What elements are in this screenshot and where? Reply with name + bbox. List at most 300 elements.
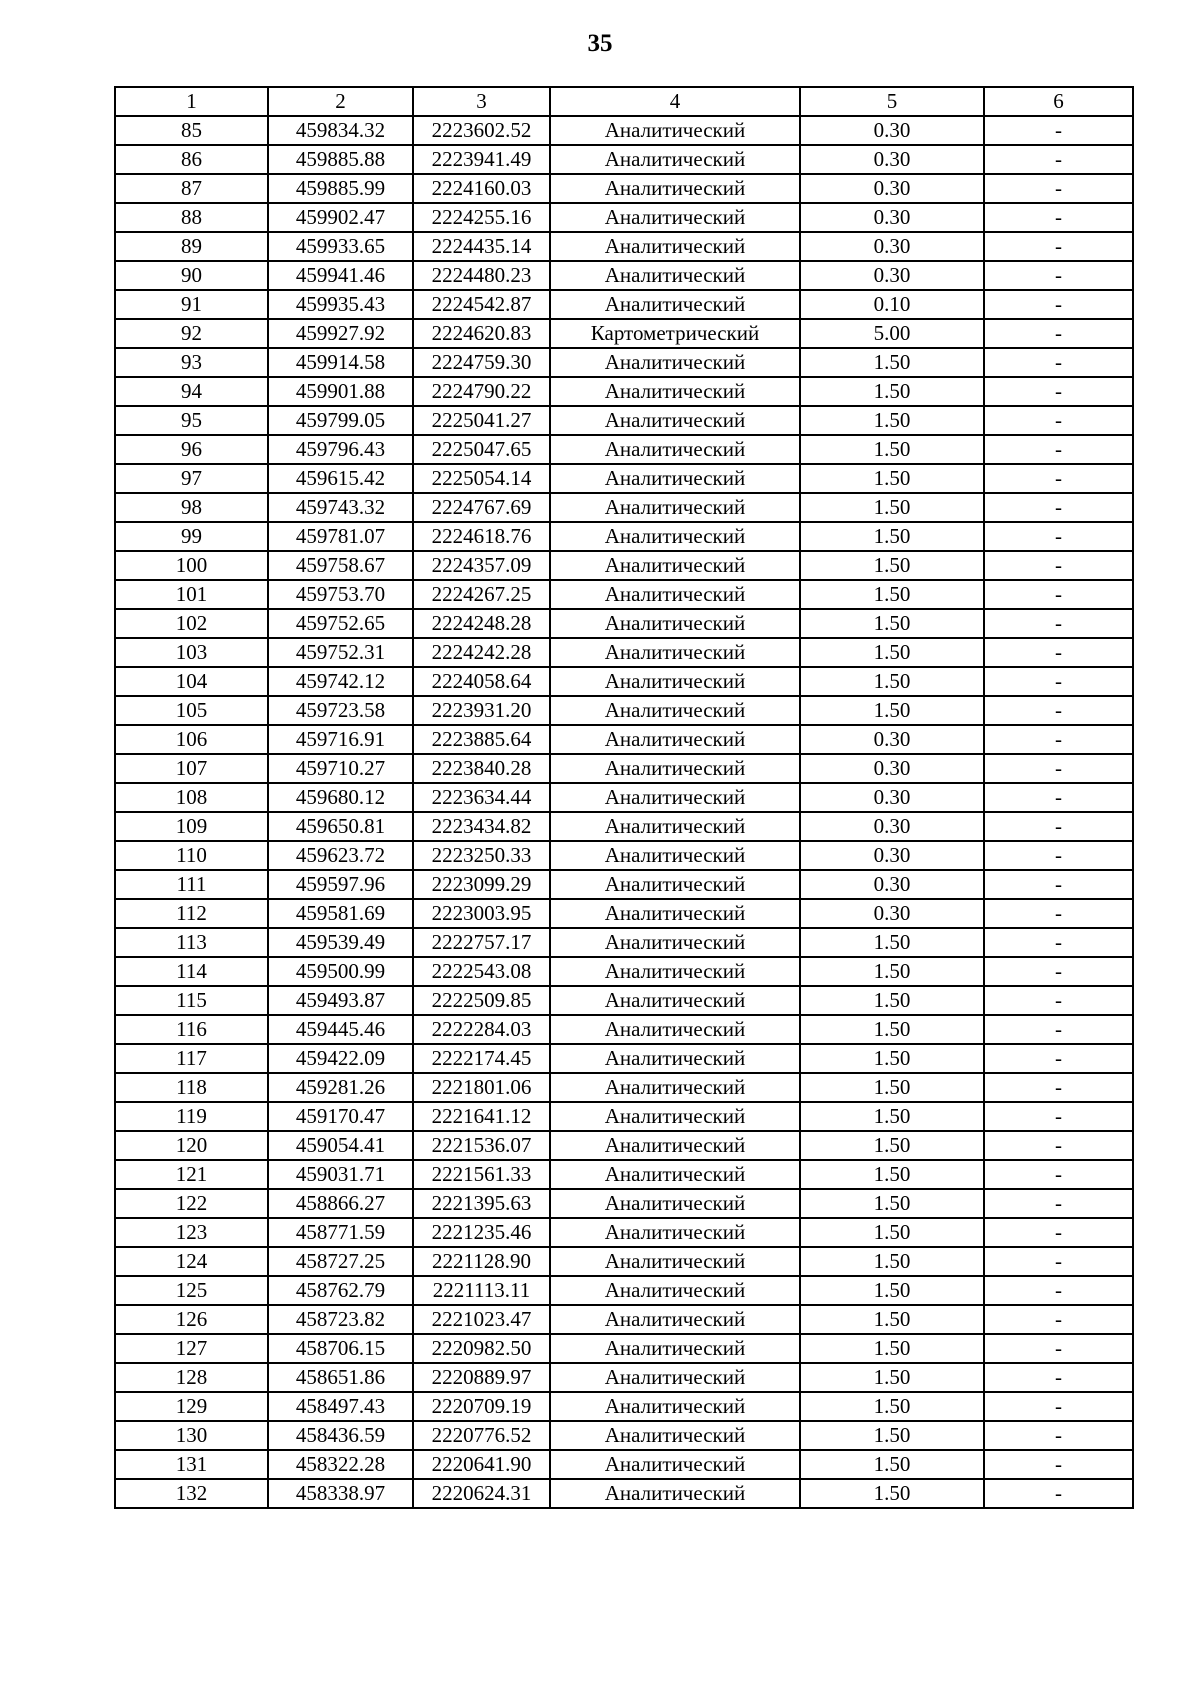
x-coordinate-cell: 459885.88 <box>268 145 413 174</box>
accuracy-cell: 0.30 <box>800 145 984 174</box>
accuracy-cell: 0.30 <box>800 899 984 928</box>
accuracy-cell: 1.50 <box>800 1392 984 1421</box>
x-coordinate-cell: 458727.25 <box>268 1247 413 1276</box>
y-coordinate-cell: 2222757.17 <box>413 928 550 957</box>
point-number-cell: 132 <box>115 1479 268 1508</box>
note-cell: - <box>984 493 1133 522</box>
x-coordinate-cell: 459781.07 <box>268 522 413 551</box>
note-cell: - <box>984 580 1133 609</box>
point-number-cell: 92 <box>115 319 268 348</box>
method-cell: Аналитический <box>550 1189 800 1218</box>
method-cell: Аналитический <box>550 928 800 957</box>
method-cell: Аналитический <box>550 522 800 551</box>
table-row <box>115 841 1133 870</box>
table-row <box>115 319 1133 348</box>
point-number-cell: 90 <box>115 261 268 290</box>
y-coordinate-cell: 2224248.28 <box>413 609 550 638</box>
point-number-cell: 121 <box>115 1160 268 1189</box>
y-coordinate-cell: 2220624.31 <box>413 1479 550 1508</box>
note-cell: - <box>984 1479 1133 1508</box>
note-cell: - <box>984 116 1133 145</box>
y-coordinate-cell: 2220641.90 <box>413 1450 550 1479</box>
accuracy-cell: 1.50 <box>800 1015 984 1044</box>
point-number-cell: 110 <box>115 841 268 870</box>
point-number-cell: 105 <box>115 696 268 725</box>
method-cell: Аналитический <box>550 1073 800 1102</box>
x-coordinate-cell: 459834.32 <box>268 116 413 145</box>
point-number-cell: 125 <box>115 1276 268 1305</box>
x-coordinate-cell: 459935.43 <box>268 290 413 319</box>
table-row <box>115 290 1133 319</box>
y-coordinate-cell: 2224058.64 <box>413 667 550 696</box>
method-cell: Аналитический <box>550 348 800 377</box>
method-cell: Аналитический <box>550 261 800 290</box>
accuracy-cell: 0.30 <box>800 261 984 290</box>
table-row <box>115 348 1133 377</box>
table-row <box>115 1189 1133 1218</box>
note-cell: - <box>984 870 1133 899</box>
y-coordinate-cell: 2220889.97 <box>413 1363 550 1392</box>
method-cell: Аналитический <box>550 638 800 667</box>
table-row <box>115 1102 1133 1131</box>
x-coordinate-cell: 458762.79 <box>268 1276 413 1305</box>
accuracy-cell: 1.50 <box>800 435 984 464</box>
table-row <box>115 1334 1133 1363</box>
header-cell: 2 <box>268 87 413 116</box>
y-coordinate-cell: 2224620.83 <box>413 319 550 348</box>
accuracy-cell: 1.50 <box>800 1334 984 1363</box>
table-row <box>115 1015 1133 1044</box>
accuracy-cell: 1.50 <box>800 1479 984 1508</box>
table-row <box>115 1073 1133 1102</box>
header-cell: 6 <box>984 87 1133 116</box>
x-coordinate-cell: 459901.88 <box>268 377 413 406</box>
method-cell: Аналитический <box>550 1363 800 1392</box>
note-cell: - <box>984 1392 1133 1421</box>
accuracy-cell: 0.30 <box>800 870 984 899</box>
method-cell: Аналитический <box>550 783 800 812</box>
note-cell: - <box>984 1073 1133 1102</box>
point-number-cell: 112 <box>115 899 268 928</box>
point-number-cell: 114 <box>115 957 268 986</box>
point-number-cell: 107 <box>115 754 268 783</box>
point-number-cell: 126 <box>115 1305 268 1334</box>
table-row <box>115 261 1133 290</box>
accuracy-cell: 1.50 <box>800 464 984 493</box>
point-number-cell: 130 <box>115 1421 268 1450</box>
table-row <box>115 116 1133 145</box>
method-cell: Аналитический <box>550 667 800 696</box>
coordinates-table <box>114 86 1134 1509</box>
note-cell: - <box>984 609 1133 638</box>
method-cell: Аналитический <box>550 1305 800 1334</box>
table-row <box>115 1450 1133 1479</box>
y-coordinate-cell: 2224542.87 <box>413 290 550 319</box>
note-cell: - <box>984 290 1133 319</box>
point-number-cell: 102 <box>115 609 268 638</box>
method-cell: Аналитический <box>550 725 800 754</box>
x-coordinate-cell: 459031.71 <box>268 1160 413 1189</box>
note-cell: - <box>984 406 1133 435</box>
method-cell: Аналитический <box>550 1218 800 1247</box>
point-number-cell: 104 <box>115 667 268 696</box>
method-cell: Аналитический <box>550 1421 800 1450</box>
table-row <box>115 986 1133 1015</box>
table-row <box>115 638 1133 667</box>
point-number-cell: 85 <box>115 116 268 145</box>
x-coordinate-cell: 459710.27 <box>268 754 413 783</box>
point-number-cell: 86 <box>115 145 268 174</box>
note-cell: - <box>984 1421 1133 1450</box>
x-coordinate-cell: 459752.65 <box>268 609 413 638</box>
x-coordinate-cell: 459799.05 <box>268 406 413 435</box>
point-number-cell: 97 <box>115 464 268 493</box>
x-coordinate-cell: 459758.67 <box>268 551 413 580</box>
accuracy-cell: 0.30 <box>800 754 984 783</box>
accuracy-cell: 0.30 <box>800 116 984 145</box>
table-row <box>115 551 1133 580</box>
y-coordinate-cell: 2221536.07 <box>413 1131 550 1160</box>
x-coordinate-cell: 458497.43 <box>268 1392 413 1421</box>
x-coordinate-cell: 459933.65 <box>268 232 413 261</box>
table-row <box>115 928 1133 957</box>
method-cell: Аналитический <box>550 1102 800 1131</box>
accuracy-cell: 0.30 <box>800 841 984 870</box>
method-cell: Аналитический <box>550 116 800 145</box>
method-cell: Аналитический <box>550 1450 800 1479</box>
y-coordinate-cell: 2225041.27 <box>413 406 550 435</box>
y-coordinate-cell: 2223634.44 <box>413 783 550 812</box>
method-cell: Аналитический <box>550 1334 800 1363</box>
table-row <box>115 1160 1133 1189</box>
point-number-cell: 103 <box>115 638 268 667</box>
x-coordinate-cell: 458338.97 <box>268 1479 413 1508</box>
accuracy-cell: 0.30 <box>800 174 984 203</box>
x-coordinate-cell: 459716.91 <box>268 725 413 754</box>
method-cell: Аналитический <box>550 1392 800 1421</box>
point-number-cell: 131 <box>115 1450 268 1479</box>
table-row <box>115 406 1133 435</box>
y-coordinate-cell: 2221395.63 <box>413 1189 550 1218</box>
method-cell: Аналитический <box>550 377 800 406</box>
x-coordinate-cell: 459422.09 <box>268 1044 413 1073</box>
y-coordinate-cell: 2221113.11 <box>413 1276 550 1305</box>
note-cell: - <box>984 464 1133 493</box>
method-cell: Аналитический <box>550 609 800 638</box>
table-row <box>115 609 1133 638</box>
y-coordinate-cell: 2222284.03 <box>413 1015 550 1044</box>
header-cell: 5 <box>800 87 984 116</box>
note-cell: - <box>984 348 1133 377</box>
table-row <box>115 1363 1133 1392</box>
point-number-cell: 111 <box>115 870 268 899</box>
y-coordinate-cell: 2225047.65 <box>413 435 550 464</box>
point-number-cell: 93 <box>115 348 268 377</box>
method-cell: Аналитический <box>550 580 800 609</box>
table-row <box>115 464 1133 493</box>
note-cell: - <box>984 638 1133 667</box>
note-cell: - <box>984 899 1133 928</box>
accuracy-cell: 1.50 <box>800 406 984 435</box>
x-coordinate-cell: 459597.96 <box>268 870 413 899</box>
table-row <box>115 899 1133 928</box>
x-coordinate-cell: 459539.49 <box>268 928 413 957</box>
note-cell: - <box>984 551 1133 580</box>
point-number-cell: 101 <box>115 580 268 609</box>
table-row <box>115 145 1133 174</box>
x-coordinate-cell: 458723.82 <box>268 1305 413 1334</box>
note-cell: - <box>984 986 1133 1015</box>
accuracy-cell: 1.50 <box>800 928 984 957</box>
point-number-cell: 98 <box>115 493 268 522</box>
point-number-cell: 91 <box>115 290 268 319</box>
x-coordinate-cell: 459054.41 <box>268 1131 413 1160</box>
method-cell: Аналитический <box>550 145 800 174</box>
accuracy-cell: 1.50 <box>800 580 984 609</box>
table-row <box>115 1247 1133 1276</box>
note-cell: - <box>984 812 1133 841</box>
accuracy-cell: 1.50 <box>800 1044 984 1073</box>
note-cell: - <box>984 841 1133 870</box>
y-coordinate-cell: 2222543.08 <box>413 957 550 986</box>
x-coordinate-cell: 459170.47 <box>268 1102 413 1131</box>
method-cell: Аналитический <box>550 812 800 841</box>
table-row <box>115 1305 1133 1334</box>
y-coordinate-cell: 2220776.52 <box>413 1421 550 1450</box>
note-cell: - <box>984 1276 1133 1305</box>
accuracy-cell: 1.50 <box>800 493 984 522</box>
accuracy-cell: 1.50 <box>800 1247 984 1276</box>
y-coordinate-cell: 2224160.03 <box>413 174 550 203</box>
accuracy-cell: 0.30 <box>800 812 984 841</box>
x-coordinate-cell: 459752.31 <box>268 638 413 667</box>
note-cell: - <box>984 928 1133 957</box>
accuracy-cell: 1.50 <box>800 1363 984 1392</box>
y-coordinate-cell: 2223099.29 <box>413 870 550 899</box>
note-cell: - <box>984 1160 1133 1189</box>
accuracy-cell: 0.30 <box>800 725 984 754</box>
y-coordinate-cell: 2221561.33 <box>413 1160 550 1189</box>
point-number-cell: 119 <box>115 1102 268 1131</box>
accuracy-cell: 1.50 <box>800 1276 984 1305</box>
y-coordinate-cell: 2224435.14 <box>413 232 550 261</box>
x-coordinate-cell: 459445.46 <box>268 1015 413 1044</box>
x-coordinate-cell: 459623.72 <box>268 841 413 870</box>
method-cell: Аналитический <box>550 986 800 1015</box>
y-coordinate-cell: 2224759.30 <box>413 348 550 377</box>
method-cell: Аналитический <box>550 464 800 493</box>
table-row <box>115 667 1133 696</box>
header-cell: 3 <box>413 87 550 116</box>
table-row <box>115 1276 1133 1305</box>
x-coordinate-cell: 459885.99 <box>268 174 413 203</box>
accuracy-cell: 0.30 <box>800 232 984 261</box>
header-cell: 4 <box>550 87 800 116</box>
y-coordinate-cell: 2223250.33 <box>413 841 550 870</box>
point-number-cell: 96 <box>115 435 268 464</box>
table-row <box>115 174 1133 203</box>
method-cell: Аналитический <box>550 1044 800 1073</box>
method-cell: Аналитический <box>550 174 800 203</box>
note-cell: - <box>984 232 1133 261</box>
point-number-cell: 115 <box>115 986 268 1015</box>
table-row <box>115 1421 1133 1450</box>
note-cell: - <box>984 203 1133 232</box>
y-coordinate-cell: 2223840.28 <box>413 754 550 783</box>
accuracy-cell: 1.50 <box>800 1073 984 1102</box>
note-cell: - <box>984 174 1133 203</box>
note-cell: - <box>984 1363 1133 1392</box>
point-number-cell: 117 <box>115 1044 268 1073</box>
x-coordinate-cell: 459281.26 <box>268 1073 413 1102</box>
accuracy-cell: 1.50 <box>800 1421 984 1450</box>
note-cell: - <box>984 319 1133 348</box>
note-cell: - <box>984 1305 1133 1334</box>
note-cell: - <box>984 435 1133 464</box>
method-cell: Аналитический <box>550 1276 800 1305</box>
point-number-cell: 99 <box>115 522 268 551</box>
x-coordinate-cell: 458771.59 <box>268 1218 413 1247</box>
point-number-cell: 116 <box>115 1015 268 1044</box>
y-coordinate-cell: 2221641.12 <box>413 1102 550 1131</box>
method-cell: Аналитический <box>550 203 800 232</box>
point-number-cell: 120 <box>115 1131 268 1160</box>
point-number-cell: 106 <box>115 725 268 754</box>
y-coordinate-cell: 2220982.50 <box>413 1334 550 1363</box>
point-number-cell: 89 <box>115 232 268 261</box>
method-cell: Аналитический <box>550 696 800 725</box>
point-number-cell: 124 <box>115 1247 268 1276</box>
accuracy-cell: 1.50 <box>800 957 984 986</box>
point-number-cell: 113 <box>115 928 268 957</box>
y-coordinate-cell: 2221801.06 <box>413 1073 550 1102</box>
note-cell: - <box>984 1218 1133 1247</box>
table-row <box>115 812 1133 841</box>
x-coordinate-cell: 459581.69 <box>268 899 413 928</box>
note-cell: - <box>984 1450 1133 1479</box>
accuracy-cell: 1.50 <box>800 377 984 406</box>
y-coordinate-cell: 2223931.20 <box>413 696 550 725</box>
y-coordinate-cell: 2223602.52 <box>413 116 550 145</box>
x-coordinate-cell: 459742.12 <box>268 667 413 696</box>
accuracy-cell: 1.50 <box>800 667 984 696</box>
accuracy-cell: 1.50 <box>800 609 984 638</box>
point-number-cell: 100 <box>115 551 268 580</box>
note-cell: - <box>984 145 1133 174</box>
x-coordinate-cell: 459743.32 <box>268 493 413 522</box>
y-coordinate-cell: 2224255.16 <box>413 203 550 232</box>
accuracy-cell: 0.10 <box>800 290 984 319</box>
point-number-cell: 88 <box>115 203 268 232</box>
point-number-cell: 118 <box>115 1073 268 1102</box>
accuracy-cell: 1.50 <box>800 1160 984 1189</box>
method-cell: Аналитический <box>550 1247 800 1276</box>
table-row <box>115 203 1133 232</box>
method-cell: Аналитический <box>550 435 800 464</box>
y-coordinate-cell: 2221235.46 <box>413 1218 550 1247</box>
note-cell: - <box>984 754 1133 783</box>
point-number-cell: 122 <box>115 1189 268 1218</box>
y-coordinate-cell: 2224480.23 <box>413 261 550 290</box>
method-cell: Аналитический <box>550 493 800 522</box>
note-cell: - <box>984 725 1133 754</box>
method-cell: Аналитический <box>550 1015 800 1044</box>
x-coordinate-cell: 458322.28 <box>268 1450 413 1479</box>
x-coordinate-cell: 459615.42 <box>268 464 413 493</box>
method-cell: Аналитический <box>550 957 800 986</box>
accuracy-cell: 1.50 <box>800 1450 984 1479</box>
point-number-cell: 123 <box>115 1218 268 1247</box>
accuracy-cell: 1.50 <box>800 522 984 551</box>
point-number-cell: 129 <box>115 1392 268 1421</box>
note-cell: - <box>984 783 1133 812</box>
accuracy-cell: 1.50 <box>800 1218 984 1247</box>
point-number-cell: 109 <box>115 812 268 841</box>
table-body <box>115 87 1133 1508</box>
table-row <box>115 493 1133 522</box>
accuracy-cell: 1.50 <box>800 551 984 580</box>
table-row <box>115 580 1133 609</box>
note-cell: - <box>984 1189 1133 1218</box>
method-cell: Аналитический <box>550 1131 800 1160</box>
note-cell: - <box>984 261 1133 290</box>
point-number-cell: 95 <box>115 406 268 435</box>
method-cell: Аналитический <box>550 841 800 870</box>
y-coordinate-cell: 2221128.90 <box>413 1247 550 1276</box>
method-cell: Аналитический <box>550 1160 800 1189</box>
table-header-row <box>115 87 1133 116</box>
accuracy-cell: 1.50 <box>800 696 984 725</box>
method-cell: Аналитический <box>550 754 800 783</box>
point-number-cell: 127 <box>115 1334 268 1363</box>
accuracy-cell: 5.00 <box>800 319 984 348</box>
note-cell: - <box>984 522 1133 551</box>
x-coordinate-cell: 458706.15 <box>268 1334 413 1363</box>
method-cell: Аналитический <box>550 232 800 261</box>
y-coordinate-cell: 2222174.45 <box>413 1044 550 1073</box>
x-coordinate-cell: 458866.27 <box>268 1189 413 1218</box>
y-coordinate-cell: 2224618.76 <box>413 522 550 551</box>
table-row <box>115 1044 1133 1073</box>
x-coordinate-cell: 458436.59 <box>268 1421 413 1450</box>
table-row <box>115 1392 1133 1421</box>
table-row <box>115 754 1133 783</box>
x-coordinate-cell: 459500.99 <box>268 957 413 986</box>
x-coordinate-cell: 459902.47 <box>268 203 413 232</box>
point-number-cell: 108 <box>115 783 268 812</box>
x-coordinate-cell: 459493.87 <box>268 986 413 1015</box>
note-cell: - <box>984 1015 1133 1044</box>
y-coordinate-cell: 2224267.25 <box>413 580 550 609</box>
note-cell: - <box>984 377 1133 406</box>
table-row <box>115 1479 1133 1508</box>
y-coordinate-cell: 2225054.14 <box>413 464 550 493</box>
y-coordinate-cell: 2223885.64 <box>413 725 550 754</box>
x-coordinate-cell: 459680.12 <box>268 783 413 812</box>
table-row <box>115 522 1133 551</box>
page-number: 35 <box>587 30 613 57</box>
note-cell: - <box>984 1247 1133 1276</box>
accuracy-cell: 0.30 <box>800 783 984 812</box>
note-cell: - <box>984 667 1133 696</box>
accuracy-cell: 1.50 <box>800 1189 984 1218</box>
x-coordinate-cell: 459941.46 <box>268 261 413 290</box>
y-coordinate-cell: 2223434.82 <box>413 812 550 841</box>
table-row <box>115 1131 1133 1160</box>
y-coordinate-cell: 2224790.22 <box>413 377 550 406</box>
method-cell: Аналитический <box>550 290 800 319</box>
method-cell: Картометрический <box>550 319 800 348</box>
